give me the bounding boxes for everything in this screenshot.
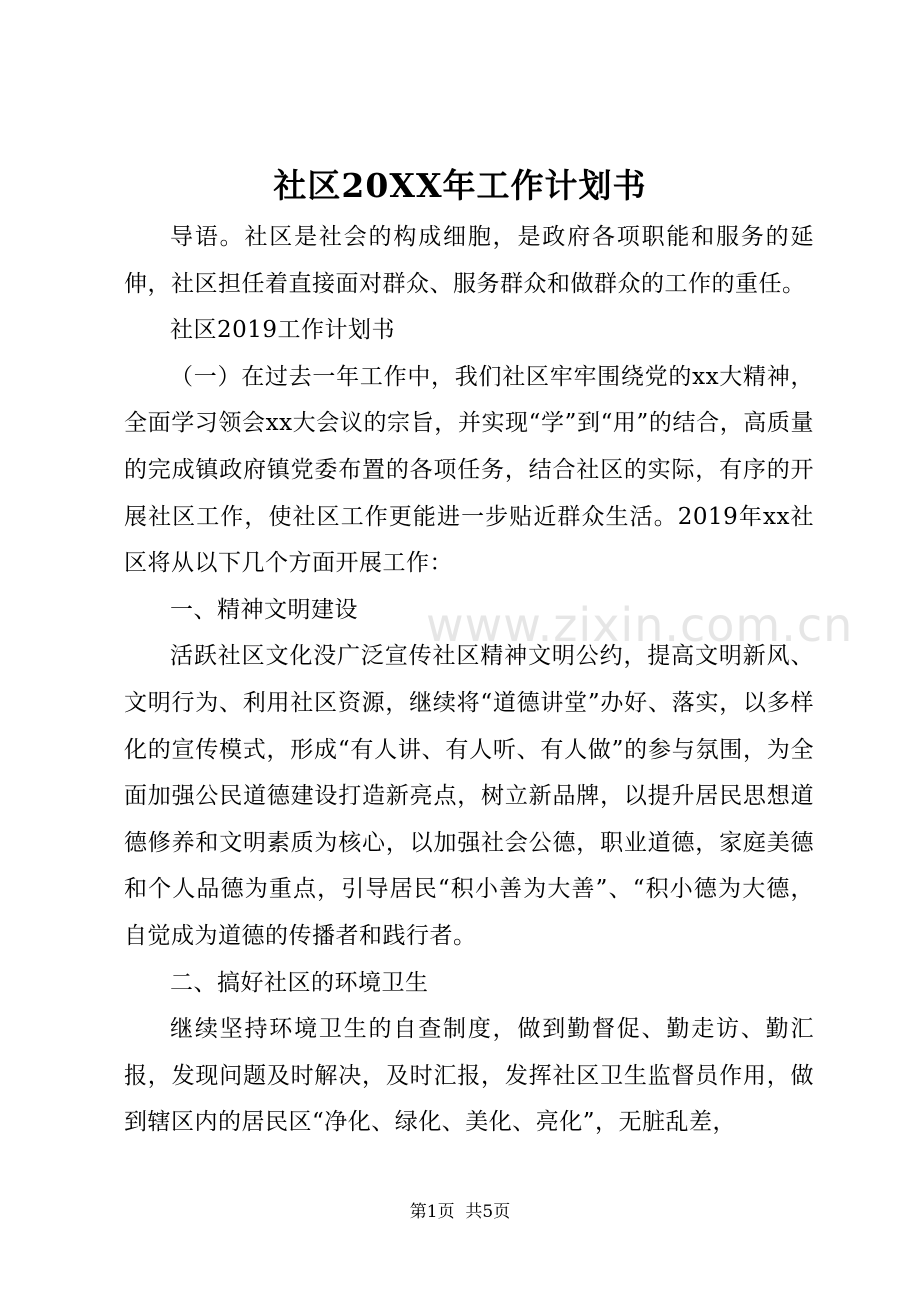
watermark-text: www.zixin.com.cn — [426, 598, 854, 652]
section-heading-environment: 二、搞好社区的环境卫生 — [170, 969, 429, 996]
document-title: 社区20XX年工作计划书 — [273, 166, 647, 205]
section-heading-spiritual: 一、精神文明建设 — [170, 596, 358, 623]
page-number-footer: 第1页 共5页 — [409, 1202, 511, 1222]
body-paragraph: 活跃社区文化没广泛宣传社区精神文明公约，提高文明新风、文明行为、利用社区资源，继续将“道德讲堂”办好、落实，以多样化的宣传模式，形成“有人讲、有人听、有人做”的参与氛围，为全面加强公民道德建设打造新亮点，树立新品牌，以提升居民思想道德修养和文明素质为核心，以加强社会公德，职业道德，家庭美德和个人品德为重点，引导居民“积小善为大善”、“积小德为大德，自觉成为道德的传播者和践行者。 — [124, 643, 814, 949]
body-paragraph: （一）在过去一年工作中，我们社区牢牢围绕党的xx大精神，全面学习领会xx大会议的宗旨，并实现“学”到“用”的结合，高质量的完成镇政府镇党委布置的各项任务，结合社区的实际，有序的开展社区工作，使社区工作更能进一步贴近群众生活。2019年xx社区将从以下几个方面开展工作： — [124, 363, 814, 577]
intro-paragraph: 导语。社区是社会的构成细胞，是政府各项职能和服务的延伸，社区担任着直接面对群众、服务群众和做群众的工作的重任。 — [124, 224, 814, 297]
plan-heading: 社区2019工作计划书 — [170, 317, 396, 344]
document-body — [124, 214, 814, 1146]
body-paragraph: 继续坚持环境卫生的自查制度，做到勤督促、勤走访、勤汇报，发现问题及时解决，及时汇报，发挥社区卫生监督员作用，做到辖区内的居民区“净化、绿化、美化、亮化”，无脏乱差， — [124, 1016, 814, 1136]
